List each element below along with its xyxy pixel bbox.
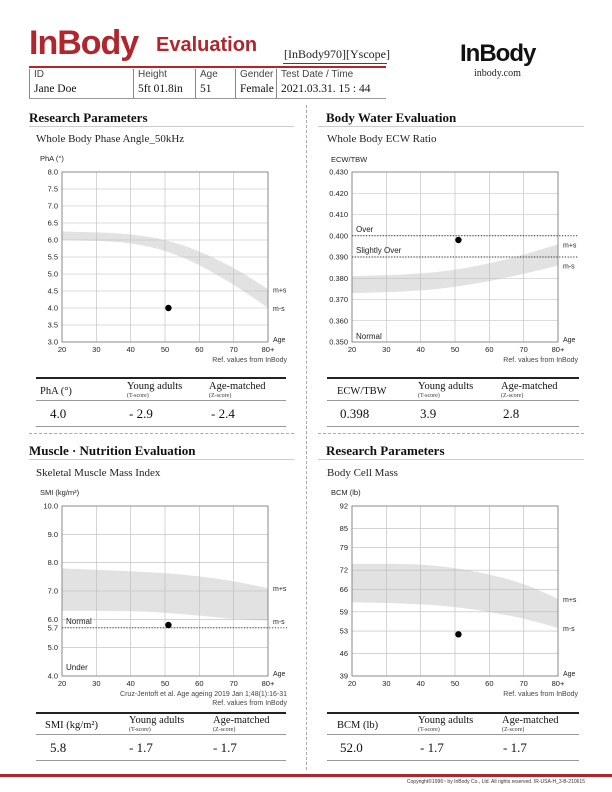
section-title-body-water: Body Water Evaluation [326, 110, 457, 125]
x-tick-label: 40 [416, 679, 425, 688]
z-score-label: (Z-score) [502, 727, 525, 733]
zone-slightly-over-label: Slightly Over [356, 246, 402, 255]
x-tick-label: 60 [195, 679, 204, 688]
bcm-table-top-rule [327, 712, 579, 714]
y-tick-label: 5.7 [47, 623, 58, 633]
z-score-label: (Z-score) [501, 393, 524, 399]
x-tick-label: 60 [485, 679, 494, 688]
phase-t-score: - 2.9 [129, 406, 153, 421]
ecw-ref-note: Ref. values from InBody [503, 357, 578, 364]
result-point [455, 237, 461, 243]
device-model: [InBody970][Yscope] [284, 47, 390, 61]
y-tick-label: 72 [339, 565, 348, 575]
ecw-z-score: 2.8 [503, 406, 520, 421]
y-tick-label: 4.0 [47, 671, 58, 681]
zone-over-label: Over [356, 224, 374, 234]
y-tick-label: 7.5 [47, 184, 58, 194]
y-tick-label: 0.350 [329, 337, 348, 347]
y-tick-label: 5.5 [47, 252, 58, 262]
section-line [318, 126, 584, 127]
date-label: Test Date / Time [281, 69, 354, 80]
y-tick-label: 8.0 [47, 167, 58, 177]
y-tick-label: 6.0 [47, 614, 58, 624]
smi-table-young [129, 715, 184, 734]
y-tick-label: 0.410 [329, 210, 348, 219]
young-adults-label: Young adults [127, 381, 183, 392]
smi-table-param: SMI (kg/m²) [45, 720, 99, 731]
footer-rule [0, 774, 612, 777]
m-minus-s-label: m-s [563, 625, 575, 633]
age-matched-label: Age-matched [213, 715, 270, 726]
y-tick-label: 79 [339, 543, 348, 553]
bcm-subtitle: Body Cell Mass [327, 467, 398, 479]
info-gender [235, 69, 276, 98]
bcm-table-agematched [502, 715, 559, 734]
section-title-research-1: Research Parameters [29, 110, 148, 125]
y-tick-label: 0.370 [329, 295, 348, 304]
bcm-ref-note: Ref. values from InBody [503, 691, 578, 698]
zone-normal-label: Normal [66, 616, 92, 626]
y-tick-label: 59 [339, 607, 348, 617]
young-adults-label: Young adults [418, 381, 474, 392]
y-tick-label: 0.390 [329, 252, 348, 262]
phase-angle-chart [28, 162, 296, 362]
zone-under-label: Under [66, 663, 88, 672]
x-tick-label: 80+ [261, 679, 275, 688]
z-score-label: (Z-score) [213, 727, 236, 733]
phase-value: 4.0 [50, 406, 67, 421]
info-underline [29, 98, 386, 99]
section-line [29, 459, 294, 460]
phase-table-agematched [209, 381, 266, 400]
phase-table-young [127, 381, 182, 400]
y-tick-label: 6.5 [47, 218, 58, 228]
x-tick-label: 80+ [551, 345, 565, 354]
footer-copyright: Copyright©1996~ by InBody Co., Ltd. All rights reserved. IR-USA-H_3-B-210615 [406, 779, 585, 785]
smi-table-bottom-rule [36, 760, 286, 761]
age-axis-label: Age [563, 337, 576, 344]
y-tick-label: 3.0 [47, 337, 58, 347]
section-title-research-2: Research Parameters [326, 443, 445, 458]
y-tick-label: 39 [339, 671, 348, 681]
y-tick-label: 6.0 [47, 235, 58, 245]
t-score-label: (T-score) [418, 393, 440, 399]
x-tick-label: 30 [382, 345, 391, 354]
x-tick-label: 70 [229, 345, 238, 354]
brand-logo: InBody [460, 40, 536, 67]
age-matched-label: Age-matched [502, 715, 559, 726]
ecw-ratio-ylabel: ECW/TBW [331, 155, 368, 164]
age-matched-label: Age-matched [209, 381, 266, 392]
y-tick-label: 0.360 [329, 316, 348, 326]
header-rule [29, 66, 386, 68]
section-line [318, 459, 584, 460]
phase-table-top-rule [36, 377, 286, 379]
info-age [195, 69, 235, 98]
x-tick-label: 50 [160, 679, 170, 688]
id-label: ID [34, 69, 44, 80]
y-tick-label: 0.400 [329, 231, 348, 241]
bcm-ylabel: BCM (lb) [331, 488, 361, 497]
young-adults-label: Young adults [129, 715, 185, 726]
smi-citation: Cruz-Jentoft et al. Age ageing 2019 Jan 1;48(1):16-31 [120, 691, 287, 698]
smi-value: 5.8 [50, 740, 67, 755]
ecw-table-top-rule [327, 377, 579, 379]
ecw-value: 0.398 [340, 406, 370, 421]
inbody-logo: InBody [29, 24, 139, 62]
smi-table-top-rule [36, 712, 286, 714]
info-id [29, 69, 133, 98]
ecw-t-score: 3.9 [420, 406, 437, 421]
z-score-label: (Z-score) [209, 393, 232, 399]
smi-subtitle: Skeletal Muscle Mass Index [36, 467, 161, 479]
age-axis-label: Age [563, 671, 576, 678]
section-title-muscle-nutrition: Muscle · Nutrition Evaluation [29, 443, 196, 458]
model-underline [283, 63, 387, 64]
phase-ref-note: Ref. values from InBody [212, 357, 287, 364]
x-tick-label: 20 [347, 345, 357, 354]
y-tick-label: 4.5 [47, 286, 58, 296]
info-date [276, 69, 386, 98]
bcm-table-mid-rule [327, 734, 579, 735]
phase-angle-ylabel: PhA (°) [40, 154, 64, 163]
phase-table-mid-rule [36, 400, 286, 401]
ecw-ratio-chart [318, 162, 586, 362]
m-minus-s-label: m-s [563, 263, 575, 271]
y-tick-label: 8.0 [47, 558, 58, 568]
id-value: Jane Doe [34, 83, 77, 95]
x-tick-label: 30 [92, 679, 101, 688]
y-tick-label: 0.430 [329, 167, 348, 177]
t-score-label: (T-score) [127, 393, 149, 399]
y-tick-label: 5.0 [47, 269, 58, 279]
smi-chart [28, 496, 296, 696]
m-plus-s-label: m+s [563, 597, 577, 605]
y-tick-label: 4.0 [47, 303, 58, 313]
y-tick-label: 7.0 [47, 201, 58, 211]
y-tick-label: 53 [339, 626, 348, 636]
x-tick-label: 70 [519, 679, 528, 688]
x-tick-label: 40 [416, 345, 425, 354]
bcm-z-score: - 1.7 [503, 740, 527, 755]
y-tick-label: 5.0 [47, 643, 58, 653]
gender-value: Female [240, 83, 274, 95]
m-plus-s-label: m+s [273, 586, 287, 594]
gender-label: Gender [240, 69, 274, 80]
smi-t-score: - 1.7 [129, 740, 153, 755]
row-divider-right [318, 433, 584, 434]
ecw-ratio-subtitle: Whole Body ECW Ratio [327, 133, 437, 145]
age-axis-label: Age [273, 671, 286, 678]
x-tick-label: 80+ [261, 345, 275, 354]
ecw-table-mid-rule [327, 400, 579, 401]
m-plus-s-label: m+s [273, 287, 287, 295]
x-tick-label: 80+ [551, 679, 565, 688]
smi-table-agematched [213, 715, 270, 734]
m-minus-s-label: m-s [273, 306, 285, 313]
x-tick-label: 60 [485, 345, 494, 354]
bcm-chart [318, 496, 586, 696]
date-value: 2021.03.31. 15 : 44 [281, 83, 371, 95]
x-tick-label: 50 [450, 679, 460, 688]
y-tick-label: 46 [339, 649, 348, 659]
bcm-table-young [418, 715, 473, 734]
y-tick-label: 0.420 [329, 188, 348, 198]
phase-table-bottom-rule [36, 426, 286, 427]
result-point [165, 305, 171, 311]
ecw-table-agematched [501, 381, 558, 400]
y-tick-label: 66 [339, 584, 348, 594]
smi-ref-note: Ref. values from InBody [212, 700, 287, 707]
y-tick-label: 3.5 [47, 320, 58, 330]
age-matched-label: Age-matched [501, 381, 558, 392]
x-tick-label: 20 [347, 679, 357, 688]
y-tick-label: 7.0 [47, 586, 58, 596]
x-tick-label: 20 [57, 345, 67, 354]
height-value: 5ft 01.8in [138, 83, 183, 95]
bcm-table-param: BCM (lb) [337, 720, 379, 731]
phase-angle-subtitle: Whole Body Phase Angle_50kHz [36, 133, 185, 145]
bcm-t-score: - 1.7 [420, 740, 444, 755]
height-label: Height [138, 69, 167, 80]
ecw-table-param: ECW/TBW [337, 386, 387, 397]
ecw-table-young [418, 381, 473, 400]
x-tick-label: 60 [195, 345, 204, 354]
section-line [29, 126, 294, 127]
x-tick-label: 70 [519, 345, 528, 354]
x-tick-label: 50 [450, 345, 460, 354]
smi-table-mid-rule [36, 734, 286, 735]
info-height [133, 69, 195, 98]
y-tick-label: 9.0 [47, 529, 58, 539]
phase-z-score: - 2.4 [211, 406, 235, 421]
x-tick-label: 40 [126, 679, 135, 688]
t-score-label: (T-score) [129, 727, 151, 733]
y-tick-label: 0.380 [329, 273, 348, 283]
y-tick-label: 85 [339, 523, 348, 533]
age-value: 51 [200, 83, 212, 95]
x-tick-label: 70 [229, 679, 238, 688]
bcm-value: 52.0 [340, 740, 363, 755]
x-tick-label: 50 [160, 345, 170, 354]
column-divider [306, 105, 307, 770]
t-score-label: (T-score) [418, 727, 440, 733]
x-tick-label: 20 [57, 679, 67, 688]
age-label: Age [200, 69, 218, 80]
phase-table-param: PhA (°) [40, 386, 72, 397]
m-minus-s-label: m-s [273, 618, 285, 626]
report-title: Evaluation [156, 34, 258, 56]
zone-normal-label: Normal [356, 332, 382, 341]
x-tick-label: 30 [382, 679, 391, 688]
result-point [165, 622, 171, 628]
x-tick-label: 40 [126, 345, 135, 354]
smi-ylabel: SMI (kg/m²) [40, 488, 80, 497]
ecw-table-bottom-rule [327, 426, 579, 427]
bcm-table-bottom-rule [327, 760, 579, 761]
brand-url: inbody.com [474, 68, 521, 79]
y-tick-label: 10.0 [43, 501, 58, 511]
y-tick-label: 92 [339, 501, 348, 511]
young-adults-label: Young adults [418, 715, 474, 726]
m-plus-s-label: m+s [563, 242, 577, 250]
result-point [455, 631, 461, 637]
age-axis-label: Age [273, 337, 286, 344]
x-tick-label: 30 [92, 345, 101, 354]
smi-z-score: - 1.7 [213, 740, 237, 755]
row-divider-left [29, 433, 294, 434]
